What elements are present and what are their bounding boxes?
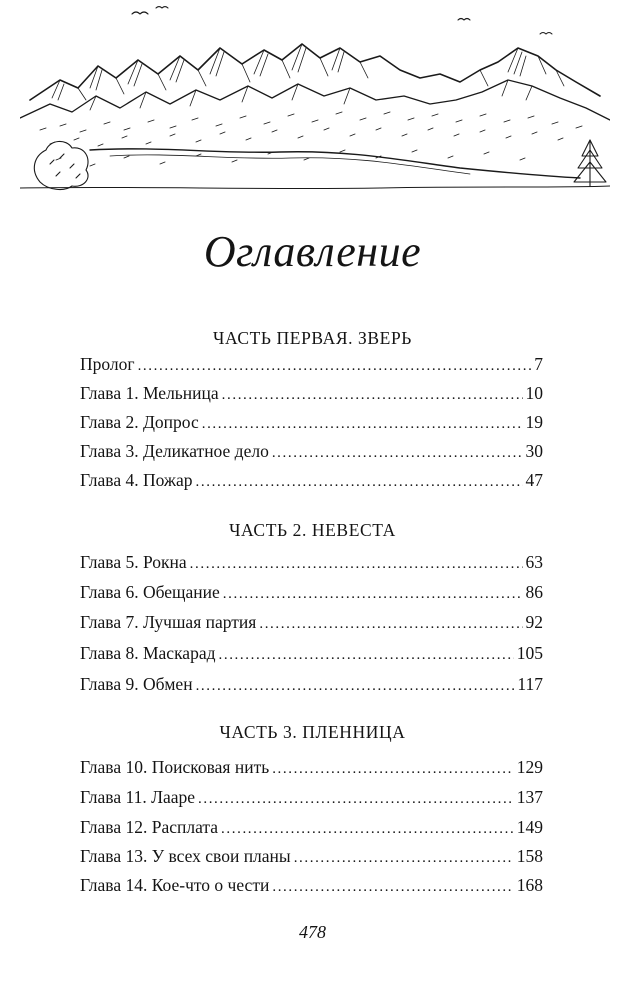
toc-entry-title: Глава 8. Маскарад (80, 643, 216, 663)
dot-leader (196, 674, 515, 698)
dot-leader (272, 875, 513, 899)
dot-leader (294, 846, 514, 870)
dot-leader (223, 582, 523, 606)
toc-entry-title: Глава 2. Допрос (80, 412, 199, 432)
toc-entry[interactable] (80, 873, 543, 897)
toc-entry-page: 7 (534, 354, 543, 374)
toc-entry[interactable] (80, 352, 543, 376)
toc-entry-page: 30 (525, 441, 543, 461)
toc-entry-title: Глава 7. Лучшая партия (80, 612, 257, 632)
dot-leader (198, 787, 514, 811)
dot-leader (272, 757, 514, 781)
part-heading: ЧАСТЬ 3. ПЛЕННИЦА (219, 722, 406, 742)
page-number: 478 (299, 922, 326, 942)
dot-leader (202, 412, 523, 436)
toc-entry[interactable] (80, 439, 543, 463)
toc-entry-page: 63 (525, 552, 543, 572)
dot-leader (190, 552, 523, 576)
toc-entry[interactable] (80, 672, 543, 696)
mountain-landscape-illustration (20, 0, 610, 192)
toc-entry-page: 137 (516, 787, 543, 807)
toc-entry[interactable] (80, 785, 543, 809)
toc-entry-title: Глава 14. Кое-что о чести (80, 875, 270, 895)
toc-entry-page: 19 (525, 412, 543, 432)
toc-entry-title: Глава 5. Рокна (80, 552, 187, 572)
toc-entry-title: Пролог (80, 354, 135, 374)
toc-entry[interactable] (80, 381, 543, 405)
toc-entry-page: 86 (525, 582, 543, 602)
toc-entry-title: Глава 1. Мельница (80, 383, 219, 403)
dot-leader (259, 612, 522, 636)
page-title: Оглавление (203, 227, 422, 276)
toc-entry[interactable] (80, 755, 543, 779)
toc-entry-page: 10 (525, 383, 543, 403)
toc-entry-page: 158 (516, 846, 543, 866)
dot-leader (221, 817, 514, 841)
toc-entry-title: Глава 4. Пожар (80, 470, 193, 490)
toc-entry[interactable] (80, 844, 543, 868)
toc-entry-title: Глава 13. У всех свои планы (80, 846, 291, 866)
toc-entry-page: 47 (525, 470, 543, 490)
toc-entry-page: 129 (516, 757, 543, 777)
dot-leader (138, 354, 532, 378)
toc-entry[interactable] (80, 815, 543, 839)
toc-entry[interactable] (80, 468, 543, 492)
toc-entry-title: Глава 9. Обмен (80, 674, 193, 694)
part-heading: ЧАСТЬ 2. НЕВЕСТА (229, 520, 396, 540)
toc-entry-title: Глава 11. Лааре (80, 787, 195, 807)
toc-entry-title: Глава 10. Поисковая нить (80, 757, 270, 777)
dot-leader (272, 441, 523, 465)
toc-entry[interactable] (80, 550, 543, 574)
toc-entry-page: 117 (517, 674, 543, 694)
toc-entry-page: 149 (516, 817, 543, 837)
toc-entry-page: 168 (516, 875, 543, 895)
toc-entry-title: Глава 6. Обещание (80, 582, 220, 602)
toc-entry-title: Глава 3. Деликатное дело (80, 441, 269, 461)
toc-entry-title: Глава 12. Расплата (80, 817, 219, 837)
toc-entry[interactable] (80, 580, 543, 604)
toc-entry-page: 105 (516, 643, 543, 663)
toc-entry[interactable] (80, 410, 543, 434)
dot-leader (219, 643, 514, 667)
part-heading: ЧАСТЬ ПЕРВАЯ. ЗВЕРЬ (213, 328, 412, 348)
toc-entry[interactable] (80, 641, 543, 665)
toc-entry-page: 92 (525, 612, 543, 632)
toc-entry[interactable] (80, 610, 543, 634)
dot-leader (222, 383, 523, 407)
dot-leader (196, 470, 523, 494)
